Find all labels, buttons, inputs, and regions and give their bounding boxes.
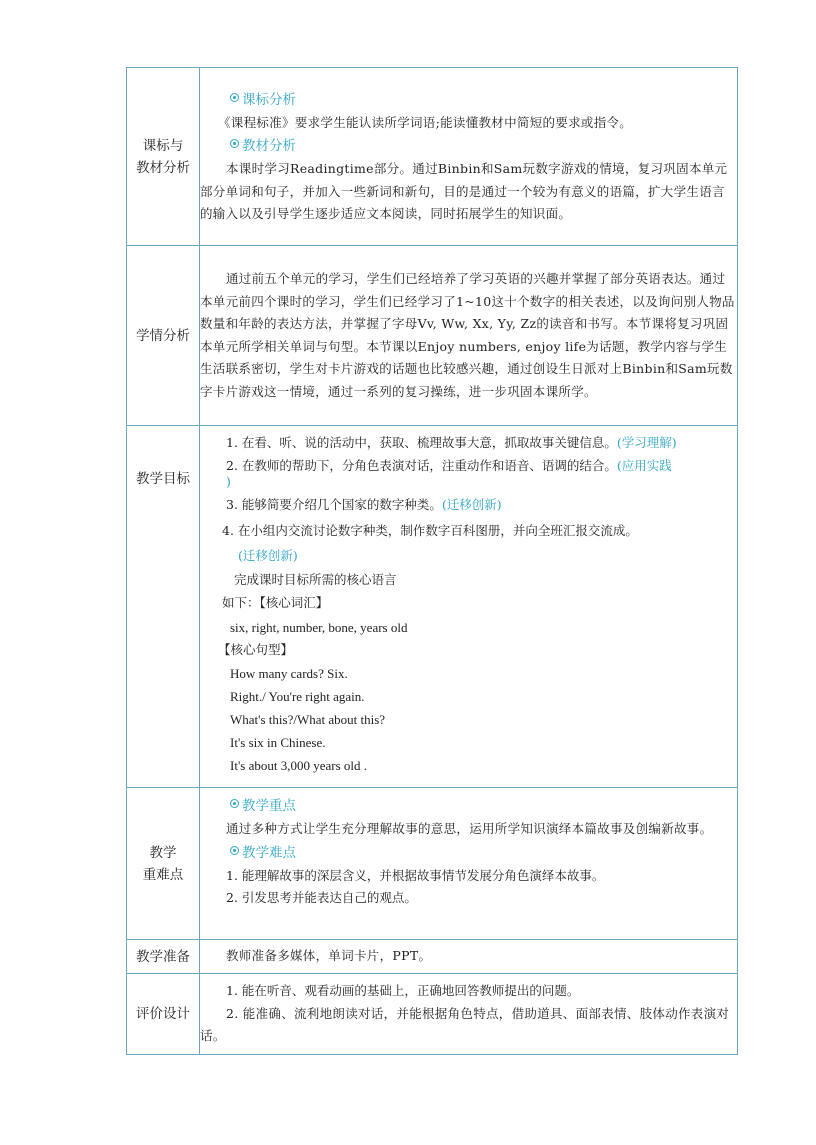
key-points-paragraph: 通过多种方式让学生充分理解故事的意思，运用所学知识演绎本篇故事及创编新故事。 — [226, 821, 713, 836]
sentence-item: It's about 3,000 years old . — [230, 757, 368, 773]
core-sentence-heading: 【核心句型】 — [218, 642, 294, 657]
core-language-intro: 完成课时目标所需的核心语言 — [234, 572, 397, 587]
heading-material-analysis: 教材分析 — [200, 134, 737, 158]
content-eval — [200, 974, 738, 1055]
label-learners: 学情分析 — [127, 246, 200, 426]
sentence-item: What's this?/What about this? — [230, 711, 386, 727]
goal-item-4-tag: (迁移创新) — [238, 547, 298, 563]
label-prep: 教学准备 — [127, 940, 200, 974]
content-goals — [200, 426, 738, 788]
goal-item-1: 1. 在看、听、说的活动中，获取、梳理故事大意，抓取故事关键信息。(学习理解) — [226, 435, 677, 450]
core-vocab-list: six, right, number, bone, years old — [230, 620, 408, 635]
sentence-item: It's six in Chinese. — [230, 734, 326, 750]
goal-item-4: 4. 在小组内交流讨论数字种类，制作数字百科图册，并向全班汇报交流成。 — [222, 523, 638, 538]
bullet-icon — [230, 799, 239, 808]
heading-curriculum-analysis: 课标分析 — [200, 88, 737, 112]
heading-difficult-points: 教学难点 — [200, 841, 737, 865]
material-paragraph: 本课时学习Readingtime部分。通过Binbin和Sam玩数字游戏的情境，复习巩固本单元部分单词和句子，并加入一些新词和新句，目的是通过一个较为有意义的语篇，扩大学生语言的输入以及引导学生逐步适应文本阅读，同时拓展学生的知识面。 — [200, 161, 728, 221]
label-focus: 教学 重难点 — [127, 788, 200, 940]
row-prep — [127, 940, 738, 974]
sentence-item: How many cards? Six. — [230, 665, 348, 681]
bullet-icon — [230, 93, 239, 102]
prep-text: 教师准备多媒体，单词卡片，PPT。 — [226, 948, 432, 964]
curriculum-paragraph: 《课程标准》要求学生能认读所学词语;能读懂教材中简短的要求或指令。 — [218, 114, 633, 130]
goal-item-2-tail: ) — [226, 474, 231, 489]
difficult-item-2: 2. 引发思考并能表达自己的观点。 — [226, 890, 417, 905]
label-eval: 评价设计 — [127, 974, 200, 1055]
row-focus — [127, 788, 738, 940]
row-standards — [127, 68, 738, 246]
eval-item-2: 2. 能准确、流利地朗读对话，并能根据角色特点，借助道具、面部表情、肢体动作表演对话。 — [200, 1005, 730, 1044]
content-standards — [200, 68, 738, 246]
difficult-item-1: 1. 能理解故事的深层含义，并根据故事情节发展分角色演绎本故事。 — [226, 867, 605, 883]
content-learners — [200, 246, 738, 426]
bullet-icon — [230, 139, 239, 148]
sentence-item: Right./ You're right again. — [230, 688, 365, 704]
row-goals — [127, 426, 738, 788]
bullet-icon — [230, 846, 239, 855]
label-standards: 课标与 教材分析 — [127, 68, 200, 246]
learners-paragraph: 通过前五个单元的学习，学生们已经培养了学习英语的兴趣并掌握了部分英语表达。通过本单元前四个课时的学习，学生们已经学习了1~10这十个数字的相关表述，以及询问别人物品数量和年龄的表达方法，并掌握了字母Vv, Ww, Xx, Yy, Zz的读音和书写。本节课将复习巩固本单元所学相关单词与句型。本节课以Enjoy numbers, enjoy life为话题，教学内容与学生生活联系密切，学生对卡片游戏的话题也比较感兴趣，通过创设生日派对上Binbin和Sam玩数字卡片游戏这一情境，通过一系列的复习操练，进一步巩固本课所学。 — [200, 271, 735, 399]
goal-item-3: 3. 能够简要介绍几个国家的数字种类。(迁移创新) — [226, 496, 502, 512]
core-vocab-heading: 如下：【核心词汇】 — [222, 594, 329, 610]
heading-key-points: 教学重点 — [200, 794, 737, 818]
content-focus — [200, 788, 738, 940]
content-prep — [200, 940, 738, 974]
eval-item-1: 1. 能在听音、观看动画的基础上，正确地回答教师提出的问题。 — [226, 983, 580, 999]
lesson-plan-table — [126, 67, 738, 1055]
row-learners — [127, 246, 738, 426]
row-eval — [127, 974, 738, 1055]
goal-item-2: 2. 在教师的帮助下，分角色表演对话，注重动作和语音、语调的结合。(应用实践 — [226, 457, 672, 473]
label-goals: 教学目标 — [127, 426, 200, 788]
